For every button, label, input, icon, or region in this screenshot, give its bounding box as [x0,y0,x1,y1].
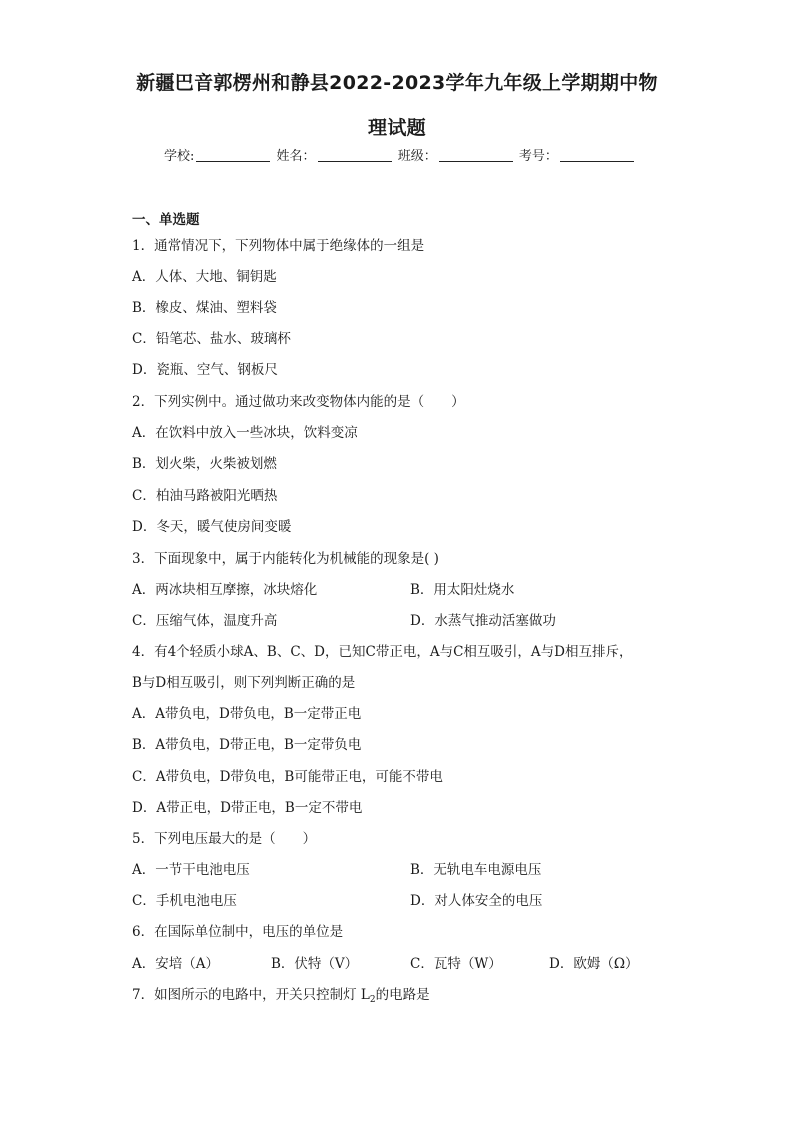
option: B．无轨电车电源电压 [410,862,542,878]
question-stem: 2．下列实例中。通过做功来改变物体内能的是（ ） [132,394,465,410]
number-blank[interactable] [560,149,634,162]
stem-prefix: 7．如图所示的电路中，开关只控制灯 L [132,987,370,1003]
option: B．伏特（V） [271,956,359,972]
option: C．A带负电，D带负电，B可能带正电，可能不带电 [132,769,443,785]
question-stem: 5．下列电压最大的是（ ） [132,831,317,847]
page-title-line2: 理试题 [368,117,426,139]
question-stem: 6．在国际单位制中，电压的单位是 [132,924,344,940]
school-blank[interactable] [196,149,270,162]
option: B．用太阳灶烧水 [410,582,515,598]
option: C．手机电池电压 [132,893,237,909]
class-label: 班级： [397,149,437,164]
option: C．瓦特（W） [410,956,502,972]
stem-suffix: 的电路是 [375,987,430,1003]
question-stem: 3．下面现象中，属于内能转化为机械能的现象是( ) [132,551,439,567]
option: A．安培（A） [132,956,219,972]
option: D．对人体安全的电压 [410,893,543,909]
option: A．人体、大地、铜钥匙 [132,269,277,285]
option: C．铅笔芯、盐水、玻璃杯 [132,331,291,347]
option: B．A带负电，D带正电，B一定带负电 [132,737,362,753]
school-label: 学校: [164,149,195,164]
name-label: 姓名： [276,149,316,164]
number-label: 考号： [518,149,558,164]
subscript: 2 [369,995,376,1005]
option: D．冬天，暖气使房间变暖 [132,519,292,535]
option: D．A带正电，D带正电，B一定不带电 [132,800,363,816]
question-stem: 4．有4个轻质小球A、B、C、D，已知C带正电，A与C相互吸引，A与D相互排斥， [132,644,633,660]
question-stem: 1．通常情况下，下列物体中属于绝缘体的一组是 [132,238,425,254]
option: A．两冰块相互摩擦，冰块熔化 [132,582,318,598]
option: D．欧姆（Ω） [549,956,639,972]
option: D．水蒸气推动活塞做功 [410,613,556,629]
option: A．一节干电池电压 [132,862,250,878]
page-title-line1: 新疆巴音郭楞州和静县2022-2023学年九年级上学期期中物 [136,72,658,94]
question-stem-cont: B与D相互吸引，则下列判断正确的是 [132,675,356,691]
name-blank[interactable] [318,149,392,162]
option: A．A带负电，D带负电，B一定带正电 [132,706,362,722]
student-info [164,145,636,164]
option: B．橡皮、煤油、塑料袋 [132,300,277,316]
option: C．柏油马路被阳光晒热 [132,488,278,504]
option: B．划火柴，火柴被划燃 [132,456,277,472]
option: C．压缩气体，温度升高 [132,613,278,629]
option: A．在饮料中放入一些冰块，饮料变凉 [132,425,358,441]
section-heading: 一、单选题 [132,212,200,228]
option: D．瓷瓶、空气、钢板尺 [132,362,278,378]
question-stem [132,983,430,1005]
class-blank[interactable] [439,149,513,162]
